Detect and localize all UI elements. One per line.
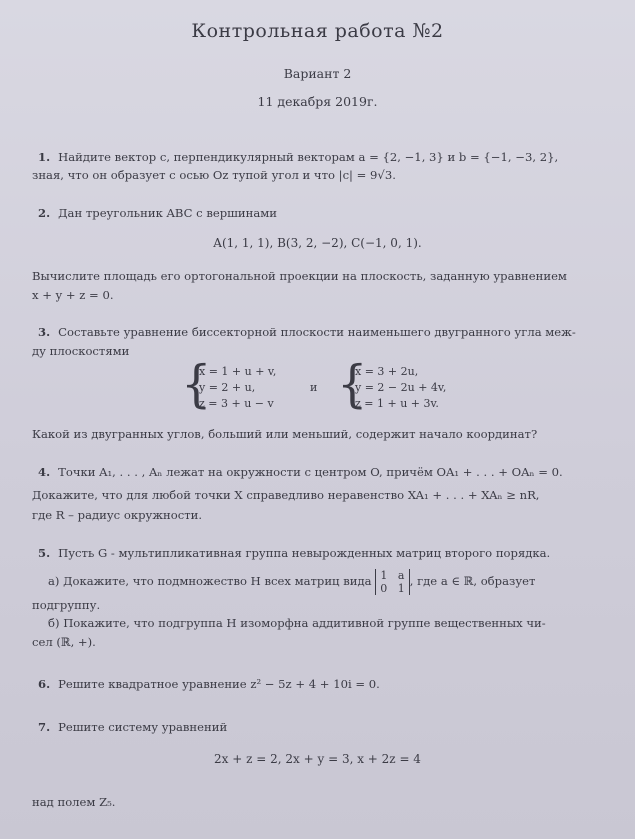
- task-6-line: [38, 675, 380, 694]
- task-3-text: Составьте уравнение биссекторной плоскости наименьшего двугранного угла меж-: [58, 325, 576, 339]
- task-6-number: 6.: [38, 677, 51, 691]
- system-1-eq-1: x = 1 + u + v,: [199, 365, 277, 378]
- date-label: 11 декабря 2019г.: [257, 94, 378, 109]
- task-1-line-1: [38, 148, 558, 167]
- task-5-number: 5.: [38, 546, 51, 560]
- task-5a-line-2: подгруппу.: [32, 598, 101, 612]
- task-4-line-1: [38, 463, 563, 482]
- task-1-line-2: зная, что он образует с осью Oz тупой угол и что |c| = 9√3.: [32, 168, 396, 182]
- and-word: и: [310, 381, 318, 394]
- task-1-text: Найдите вектор c, перпендикулярный векторам a = {2, −1, 3} и b = {−1, −3, 2},: [58, 150, 559, 164]
- variant-label: Вариант 2: [283, 66, 352, 81]
- task-5-text: Пусть G - мультипликативная группа невырожденных матриц второго порядка.: [58, 546, 551, 560]
- task-7-text: Решите систему уравнений: [58, 720, 228, 734]
- system-2-eq-3: z = 1 + u + 3v.: [355, 397, 439, 410]
- task-2-text: Дан треугольник ABC с вершинами: [58, 206, 278, 220]
- task-2-number: 2.: [38, 206, 51, 220]
- system-2-brace: {: [337, 354, 368, 414]
- system-2: [355, 364, 446, 412]
- task-3-line-2: ду плоскостями: [32, 344, 130, 358]
- matrix-row-2: 0 1: [380, 582, 405, 595]
- task-7-line: [38, 718, 227, 737]
- task-4-line-3: где R – радиус окружности.: [32, 508, 203, 522]
- task-2-points: A(1, 1, 1), B(3, 2, −2), C(−1, 0, 1).: [213, 236, 422, 250]
- task-7-field: над полем Z₅.: [32, 795, 116, 809]
- task-4-text: Точки A₁, . . . , Aₙ лежат на окружности с центром O, причём OA₁ + . . . + OAₙ = 0.: [58, 465, 563, 479]
- matrix-h: [375, 569, 410, 595]
- task-5a-pre: а) Докажите, что подмножество H всех матриц вида: [48, 574, 372, 588]
- system-1-eq-3: z = 3 + u − v: [199, 397, 274, 410]
- page-title: Контрольная работа №2: [191, 20, 444, 42]
- system-1-eq-2: y = 2 + u,: [199, 381, 256, 394]
- matrix-row-1: 1 a: [380, 569, 405, 582]
- task-6-text: Решите квадратное уравнение z² − 5z + 4 + 10i = 0.: [58, 677, 380, 691]
- task-5a-line-1: [48, 569, 535, 595]
- task-5b-line-2: сел (ℝ, +).: [32, 635, 96, 649]
- task-4-line-2: Докажите, что для любой точки X справедливо неравенство XA₁ + . . . + XAₙ ≥ nR,: [32, 488, 540, 502]
- task-2-line-2: Вычислите площадь его ортогональной проекции на плоскость, заданную уравнением: [32, 269, 567, 283]
- task-3-question: Какой из двугранных углов, больший или меньший, содержит начало координат?: [32, 427, 538, 441]
- task-2-line-1: [38, 204, 277, 223]
- task-5b-line-1: б) Покажите, что подгруппа H изоморфна аддитивной группе вещественных чи-: [48, 616, 546, 630]
- system-2-eq-2: y = 2 − 2u + 4v,: [355, 381, 447, 394]
- task-5a-post: , где a ∈ ℝ, образует: [409, 574, 536, 588]
- system-1-brace: {: [181, 354, 212, 414]
- task-7-system: 2x + z = 2, 2x + y = 3, x + 2z = 4: [214, 752, 421, 766]
- system-1: [199, 364, 276, 412]
- task-2-line-3: x + y + z = 0.: [32, 288, 114, 302]
- task-3-number: 3.: [38, 325, 51, 339]
- task-4-number: 4.: [38, 465, 51, 479]
- task-5-line-1: [38, 544, 550, 563]
- task-7-number: 7.: [38, 720, 51, 734]
- system-2-eq-1: x = 3 + 2u,: [355, 365, 419, 378]
- task-1-number: 1.: [38, 150, 51, 164]
- task-3-line-1: [38, 323, 576, 342]
